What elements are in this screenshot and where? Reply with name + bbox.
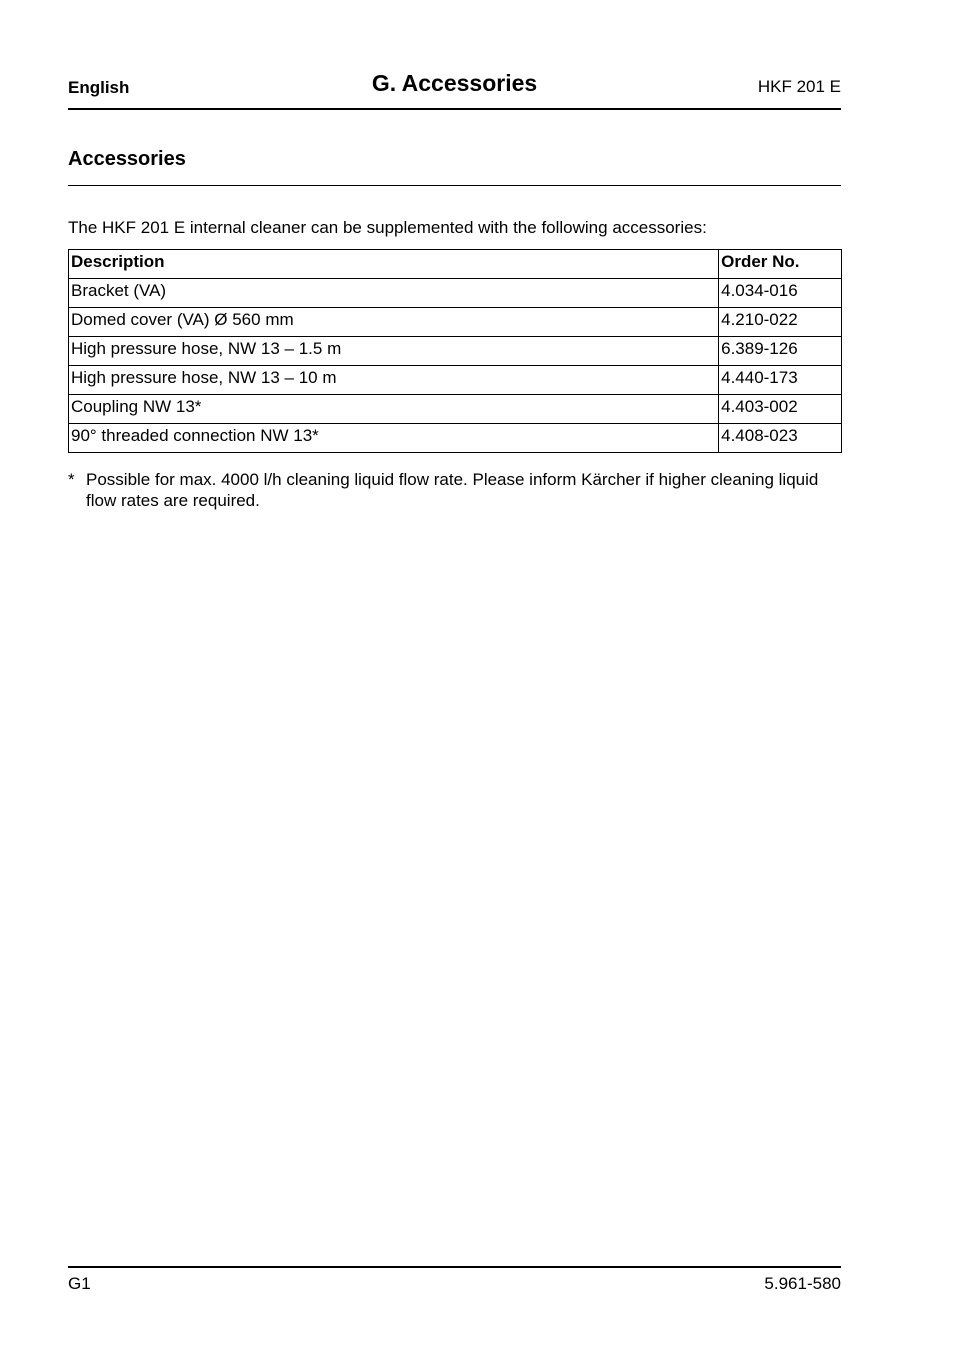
cell-order-no: 4.403-002 (719, 395, 842, 424)
column-header-order-no: Order No. (719, 250, 842, 279)
page-number: G1 (68, 1274, 91, 1293)
section-heading: Accessories (68, 148, 841, 186)
column-header-description: Description (69, 250, 719, 279)
intro-text: The HKF 201 E internal cleaner can be supplemented with the following accessories: (68, 218, 707, 237)
cell-order-no: 6.389-126 (719, 337, 842, 366)
cell-order-no: 4.210-022 (719, 308, 842, 337)
cell-order-no: 4.408-023 (719, 424, 842, 453)
cell-description: Coupling NW 13* (69, 395, 719, 424)
header-language: English (68, 78, 130, 97)
table-row (69, 308, 842, 337)
document-number: 5.961-580 (764, 1274, 841, 1293)
cell-description: 90° threaded connection NW 13* (69, 424, 719, 453)
table-header-row (69, 250, 842, 279)
cell-description: High pressure hose, NW 13 – 10 m (69, 366, 719, 395)
header-model: HKF 201 E (757, 77, 841, 96)
table-row (69, 279, 842, 308)
footnote-text: Possible for max. 4000 l/h cleaning liquid flow rate. Please inform Kärcher if higher cleaning liquid flow rates are required. (86, 470, 819, 510)
table-row (69, 424, 842, 453)
accessories-table (68, 249, 842, 453)
footnote-mark: * (68, 470, 75, 489)
cell-description: Domed cover (VA) Ø 560 mm (69, 308, 719, 337)
page-footer (68, 1266, 841, 1298)
footnote (68, 469, 841, 511)
table-row (69, 337, 842, 366)
page-header (68, 68, 841, 110)
page-title: G. Accessories (371, 70, 538, 96)
cell-description: Bracket (VA) (69, 279, 719, 308)
cell-description: High pressure hose, NW 13 – 1.5 m (69, 337, 719, 366)
table-row (69, 366, 842, 395)
cell-order-no: 4.034-016 (719, 279, 842, 308)
table-row (69, 395, 842, 424)
cell-order-no: 4.440-173 (719, 366, 842, 395)
